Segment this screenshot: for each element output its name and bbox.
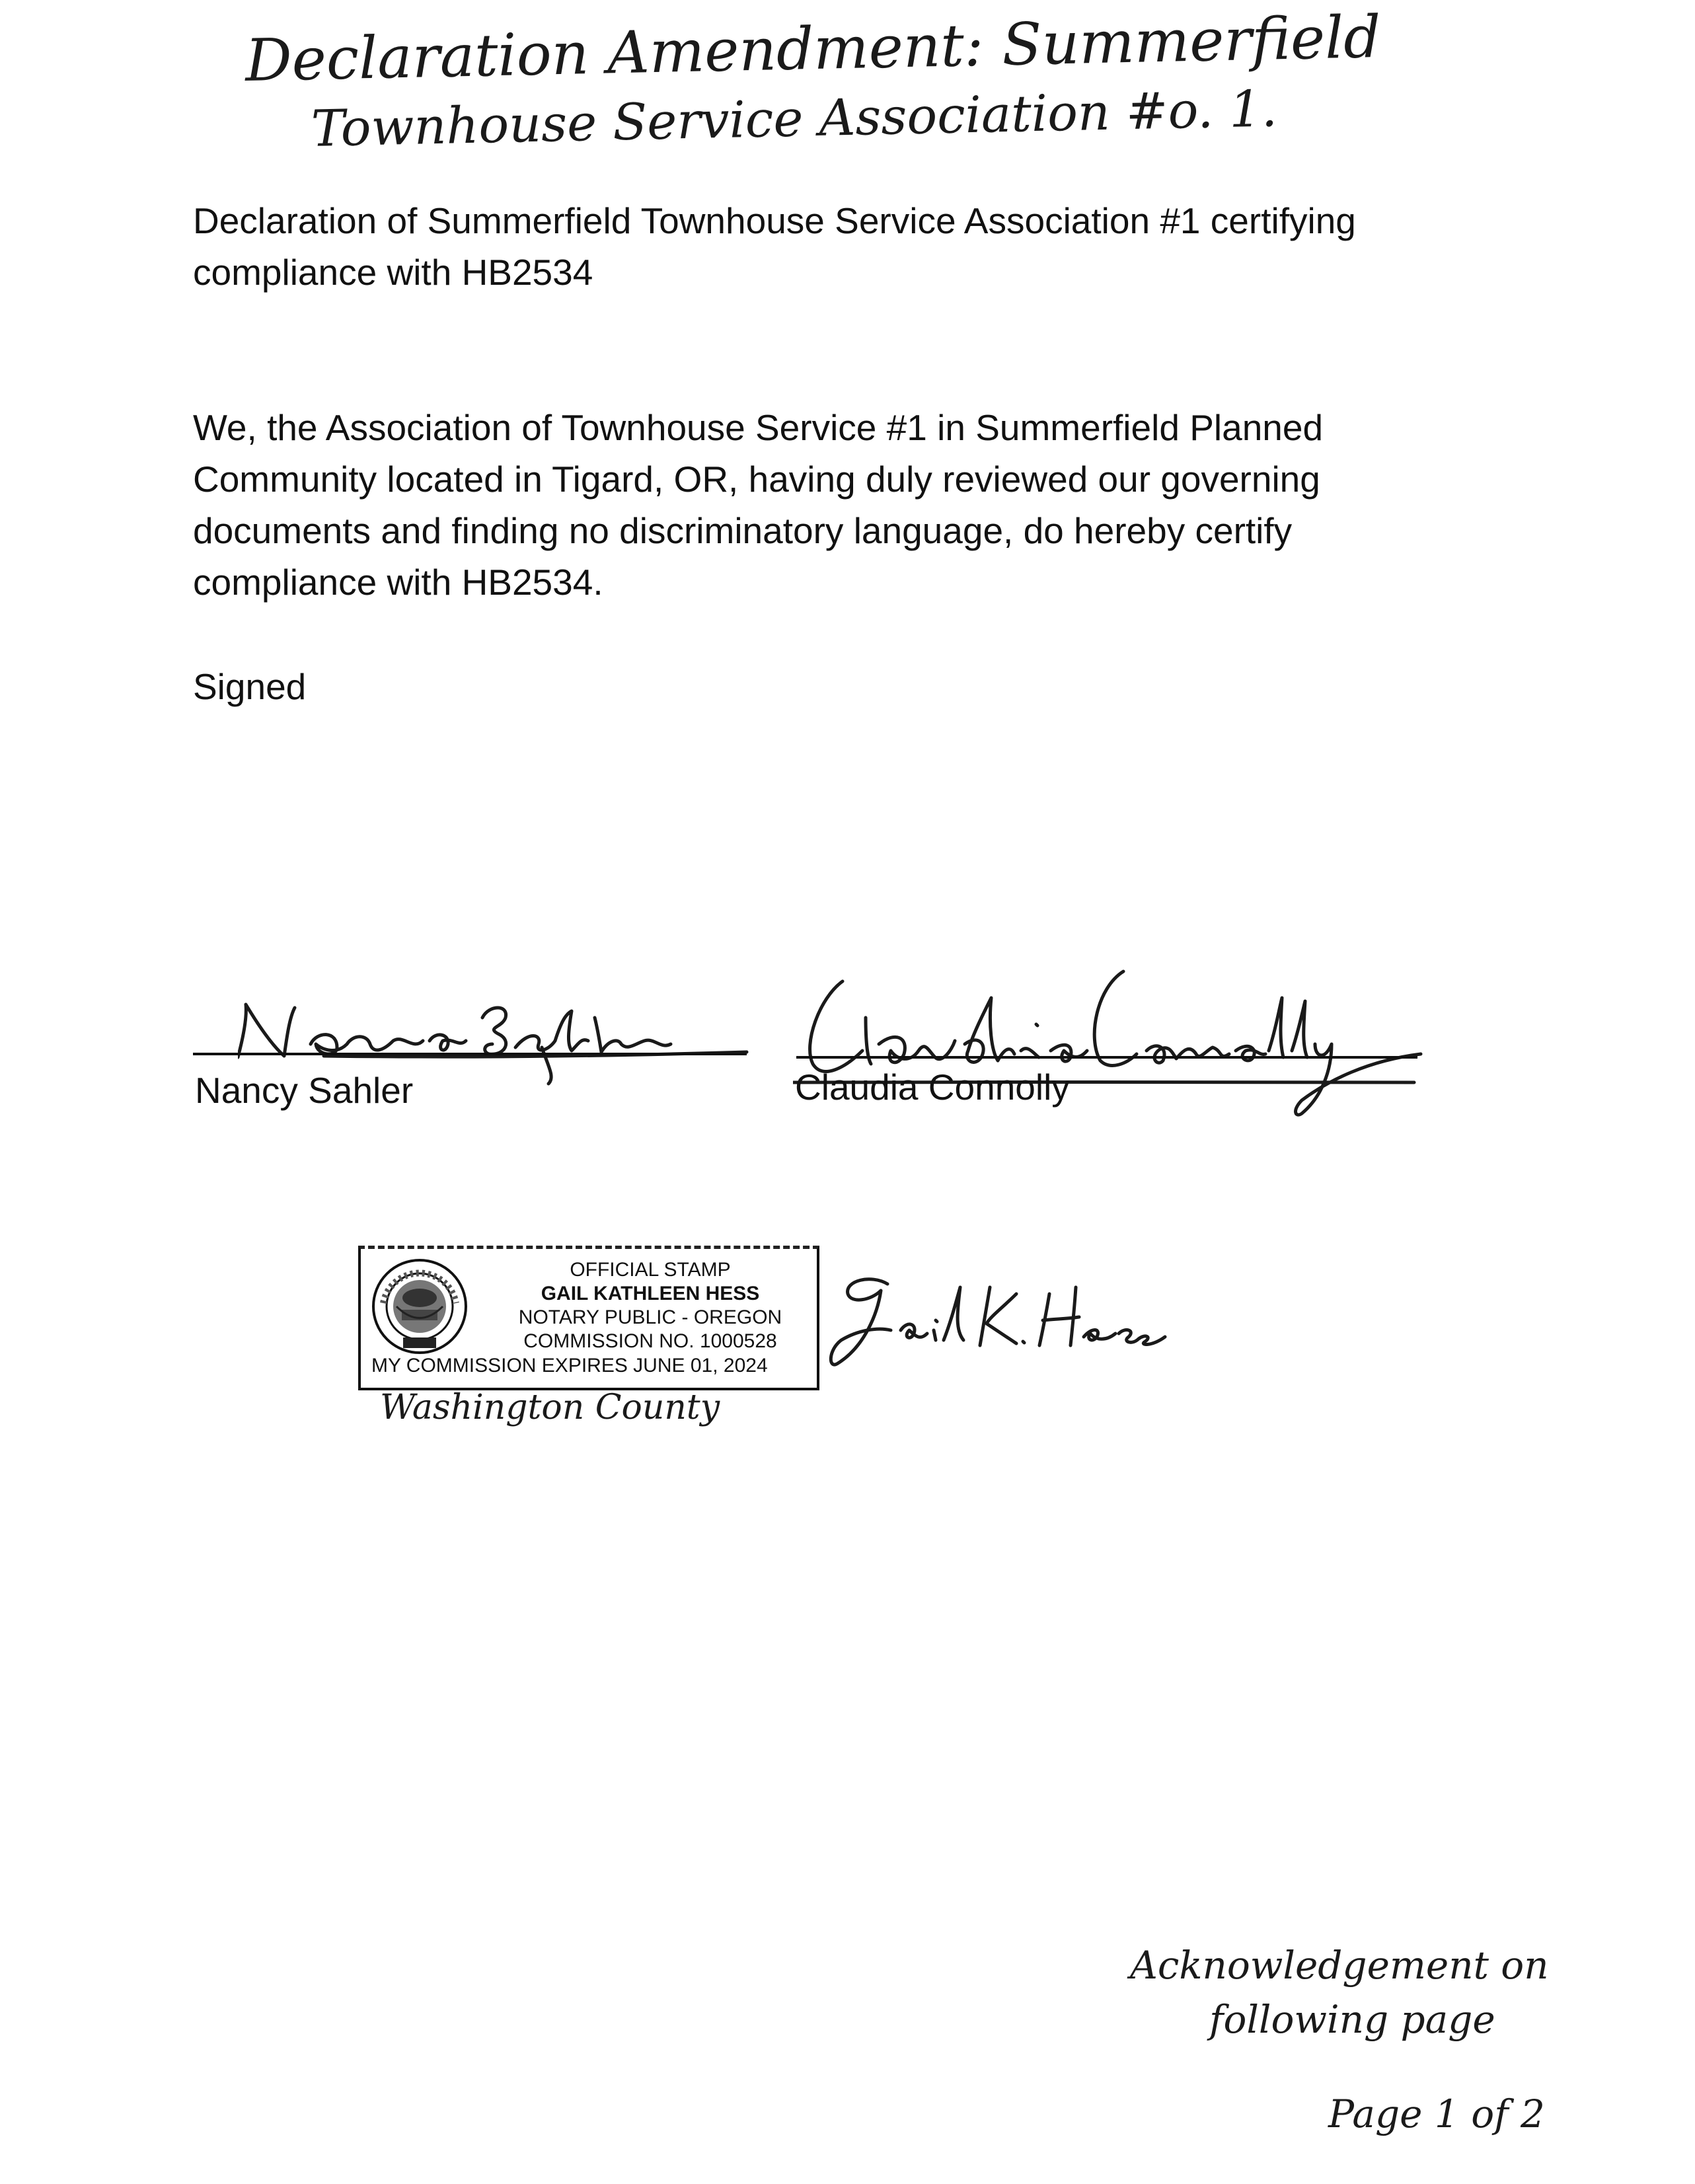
printed-name-claudia-connolly: Claudia Connolly <box>795 1067 1070 1108</box>
oregon-state-seal-icon <box>370 1257 469 1356</box>
notary-stamp <box>358 1246 819 1390</box>
notary-county: Washington County <box>380 1388 720 1427</box>
paragraph-line-4: compliance with HB2534. <box>193 562 603 603</box>
paragraph-line-3: documents and finding no discriminatory language, do hereby certify <box>193 510 1293 551</box>
paragraph-line-2: Community located in Tigard, OR, having duly reviewed our governing <box>193 459 1320 500</box>
handwritten-header-line-2: Townhouse Service Association #o. 1. <box>311 79 1278 158</box>
certification-paragraph <box>193 402 1323 608</box>
stamp-line-official: OFFICIAL STAMP <box>570 1259 731 1281</box>
stamp-line-notary-public: NOTARY PUBLIC - OREGON <box>518 1306 782 1328</box>
handwritten-footer <box>1123 1943 1652 2167</box>
paragraph-line-1: We, the Association of Townhouse Service #1 in Summerfield Planned <box>193 407 1324 448</box>
stamp-line-expiration: MY COMMISSION EXPIRES JUNE 01, 2024 <box>371 1355 768 1376</box>
signature-line-left <box>193 1053 747 1055</box>
document-title <box>193 195 1356 298</box>
signed-label: Signed <box>193 666 307 707</box>
handwritten-footer-line-1: Acknowledgement on <box>1130 1943 1549 1988</box>
document-title-line-1: Declaration of Summerfield Townhouse Service Association #1 certifying <box>193 200 1356 241</box>
printed-name-nancy-sahler: Nancy Sahler <box>195 1070 414 1111</box>
handwritten-footer-line-2: following page <box>1209 1997 1495 2042</box>
stamp-text <box>492 1258 809 1353</box>
signature-line-right <box>796 1056 1417 1059</box>
signature-gail-k-hess <box>825 1267 1168 1380</box>
stamp-line-commission-number: COMMISSION NO. 1000528 <box>523 1330 777 1352</box>
stamp-line-notary-name: GAIL KATHLEEN HESS <box>541 1283 760 1304</box>
handwritten-header-line-1: Declaration Amendment: Summerfield <box>245 3 1382 94</box>
page-number: Page 1 of 2 <box>1328 2091 1545 2136</box>
document-title-line-2: compliance with HB2534 <box>193 252 593 293</box>
